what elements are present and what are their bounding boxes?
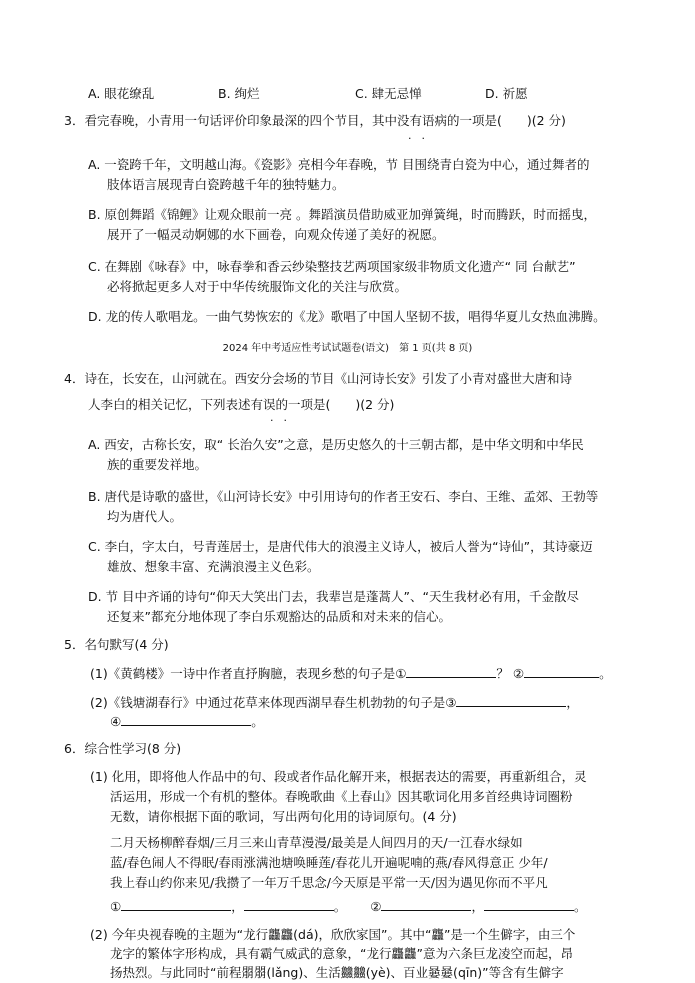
q2-option-d: D. 祈愿 [485,86,528,101]
q3-option-d: D. 龙的传人歌唱龙。一曲气势恢宏的《龙》歌唱了中国人坚韧不拔，唱得华夏儿女热血沸腾。 [88,309,606,324]
q2-option-c: C. 肆无忌惮 [355,86,422,101]
q4-option-d-line1: D. 节 目中齐诵的诗句“仰天大笑出门去，我辈岂是蓬蒿人”、“天生我材必有用，千金散尽 [88,589,579,604]
emphasis-dots: ·· [408,132,435,145]
q2-option-a: A. 眼花缭乱 [88,86,155,101]
q5-item-2-line1: (2)《钱塘湖春行》中通过花草来体现西湖早春生机勃勃的句子是③ ， [90,695,579,710]
q6-title: 6．综合性学习(8 分) [64,741,182,756]
lyrics-line3: 我上春山约你来见/我攒了一年万千思念/今天原是平常一天/因为遇见你而不平凡 [110,875,548,890]
q6-part1-line2: 活运用，形成一个有机的整体。春晚歌曲《上春山》因其歌词化用多首经典诗词圈粉 [110,789,573,804]
answer-blank[interactable] [121,897,231,911]
q3-stem: 3．看完春晚，小青用一句话评价印象最深的四个节目，其中没有语病的一项是( )(2 分) [64,113,566,128]
q4-option-c-line2: 雄放、想象丰富、充满浪漫主义色彩。 [107,559,320,574]
q6-part2-line2: 龙字的繁体字形构成，具有霸气威武的意象，“龙行龘龘”意为六条巨龙凌空而起，昂 [110,946,573,961]
q3-option-a-line2: 肢体语言展现青白瓷跨越千年的独特魅力。 [107,177,345,192]
answer-blank[interactable] [406,664,496,678]
q2-option-b: B. 绚烂 [218,86,260,101]
q4-option-b-line1: B. 唐代是诗歌的盛世，《山河诗长安》中引用诗句的作者王安石、李白、王维、孟郊、王勃等 [88,489,599,504]
q6-part2-line1: (2) 今年央视春晚的主题为“龙行龘龘(dá)，欣欣家国”。其中“龘”是一个生僻字，由三个 [90,927,576,942]
q4-option-c-line1: C. 李白，字太白，号青莲居士，是唐代伟大的浪漫主义诗人，被后人誉为“诗仙”，其诗豪迈 [88,539,593,554]
answer-blank[interactable] [524,664,599,678]
answer-blank[interactable] [244,897,334,911]
q5-item-1: (1)《黄鹤楼》一诗中作者直抒胸臆，表现乡愁的句子是① ？ ② 。 [90,666,612,681]
lyrics-line2: 蓝/春色闹人不得眠/春雨涨满池塘唤睡莲/春花儿开遍呢喃的燕/春风得意正 少年/ [110,855,548,870]
emphasis-dots: ·· [270,414,297,427]
answer-blank[interactable] [381,897,471,911]
q4-option-a-line2: 族的重要发祥地。 [107,457,208,472]
q6-part2-line3: 扬热烈。与此同时“前程朤朤(lǎng)、生活䲜䲜(yè)、百业嘦嘦(qīn)”等含有生僻字 [110,965,564,980]
q4-stem-line2: 人李白的相关记忆，下列表述有误的一项是( )(2 分) [88,397,395,412]
page-footer: 2024 年中考适应性考试试题卷(语文) 第 1 页(共 8 页) [222,343,473,354]
q3-option-a-line1: A. 一瓷跨千年，文明越山海。《瓷影》亮相今年春晚，节 目围绕青白瓷为中心，通过舞者的 [88,157,590,172]
q4-stem-line1: 4．诗在，长安在，山河就在。西安分会场的节目《山河诗长安》引发了小青对盛世大唐和诗 [64,371,572,386]
q3-option-b-line2: 展开了一幅灵动婀娜的水下画卷，向观众传递了美好的祝愿。 [107,227,445,242]
lyrics-line1: 二月天杨柳醉春烟/三月三来山青草漫漫/最美是人间四月的天/一江春水绿如 [110,835,523,850]
q4-option-a-line1: A. 西安，古称长安，取“ 长治久安”之意，是历史悠久的十三朝古都，是中华文明和中华民 [88,437,584,452]
q6-part1-answers: ① ， 。 ② ， 。 [110,899,587,914]
q5-title: 5．名句默写(4 分) [64,637,169,652]
q4-option-d-line2: 还复来”都充分地体现了李白乐观豁达的品质和对未来的信心。 [107,609,451,624]
q3-option-c-line1: C. 在舞剧《咏春》中，咏春拳和香云纱染整技艺两项国家级非物质文化遗产“ 同 台献艺” [88,259,576,274]
q6-part1-line3: 无数，请你根据下面的歌词，写出两句化用的诗词原句。(4 分) [110,809,457,824]
q3-option-c-line2: 必将掀起更多人对于中华传统服饰文化的关注与欣赏。 [107,279,408,294]
q4-option-b-line2: 均为唐代人。 [107,509,183,524]
answer-blank[interactable] [456,693,566,707]
answer-blank[interactable] [484,897,574,911]
q5-item-2-line2: ④ 。 [110,714,264,729]
answer-blank[interactable] [121,712,251,726]
q3-option-b-line1: B. 原创舞蹈《锦鲤》让观众眼前一亮 。舞蹈演员借助威亚加弹簧绳，时而腾跃，时而摇曳， [88,207,596,222]
q6-part1-line1: (1) 化用，即将他人作品中的句、段或者作品化解开来，根据表达的需要，再重新组合，灵 [90,769,587,784]
